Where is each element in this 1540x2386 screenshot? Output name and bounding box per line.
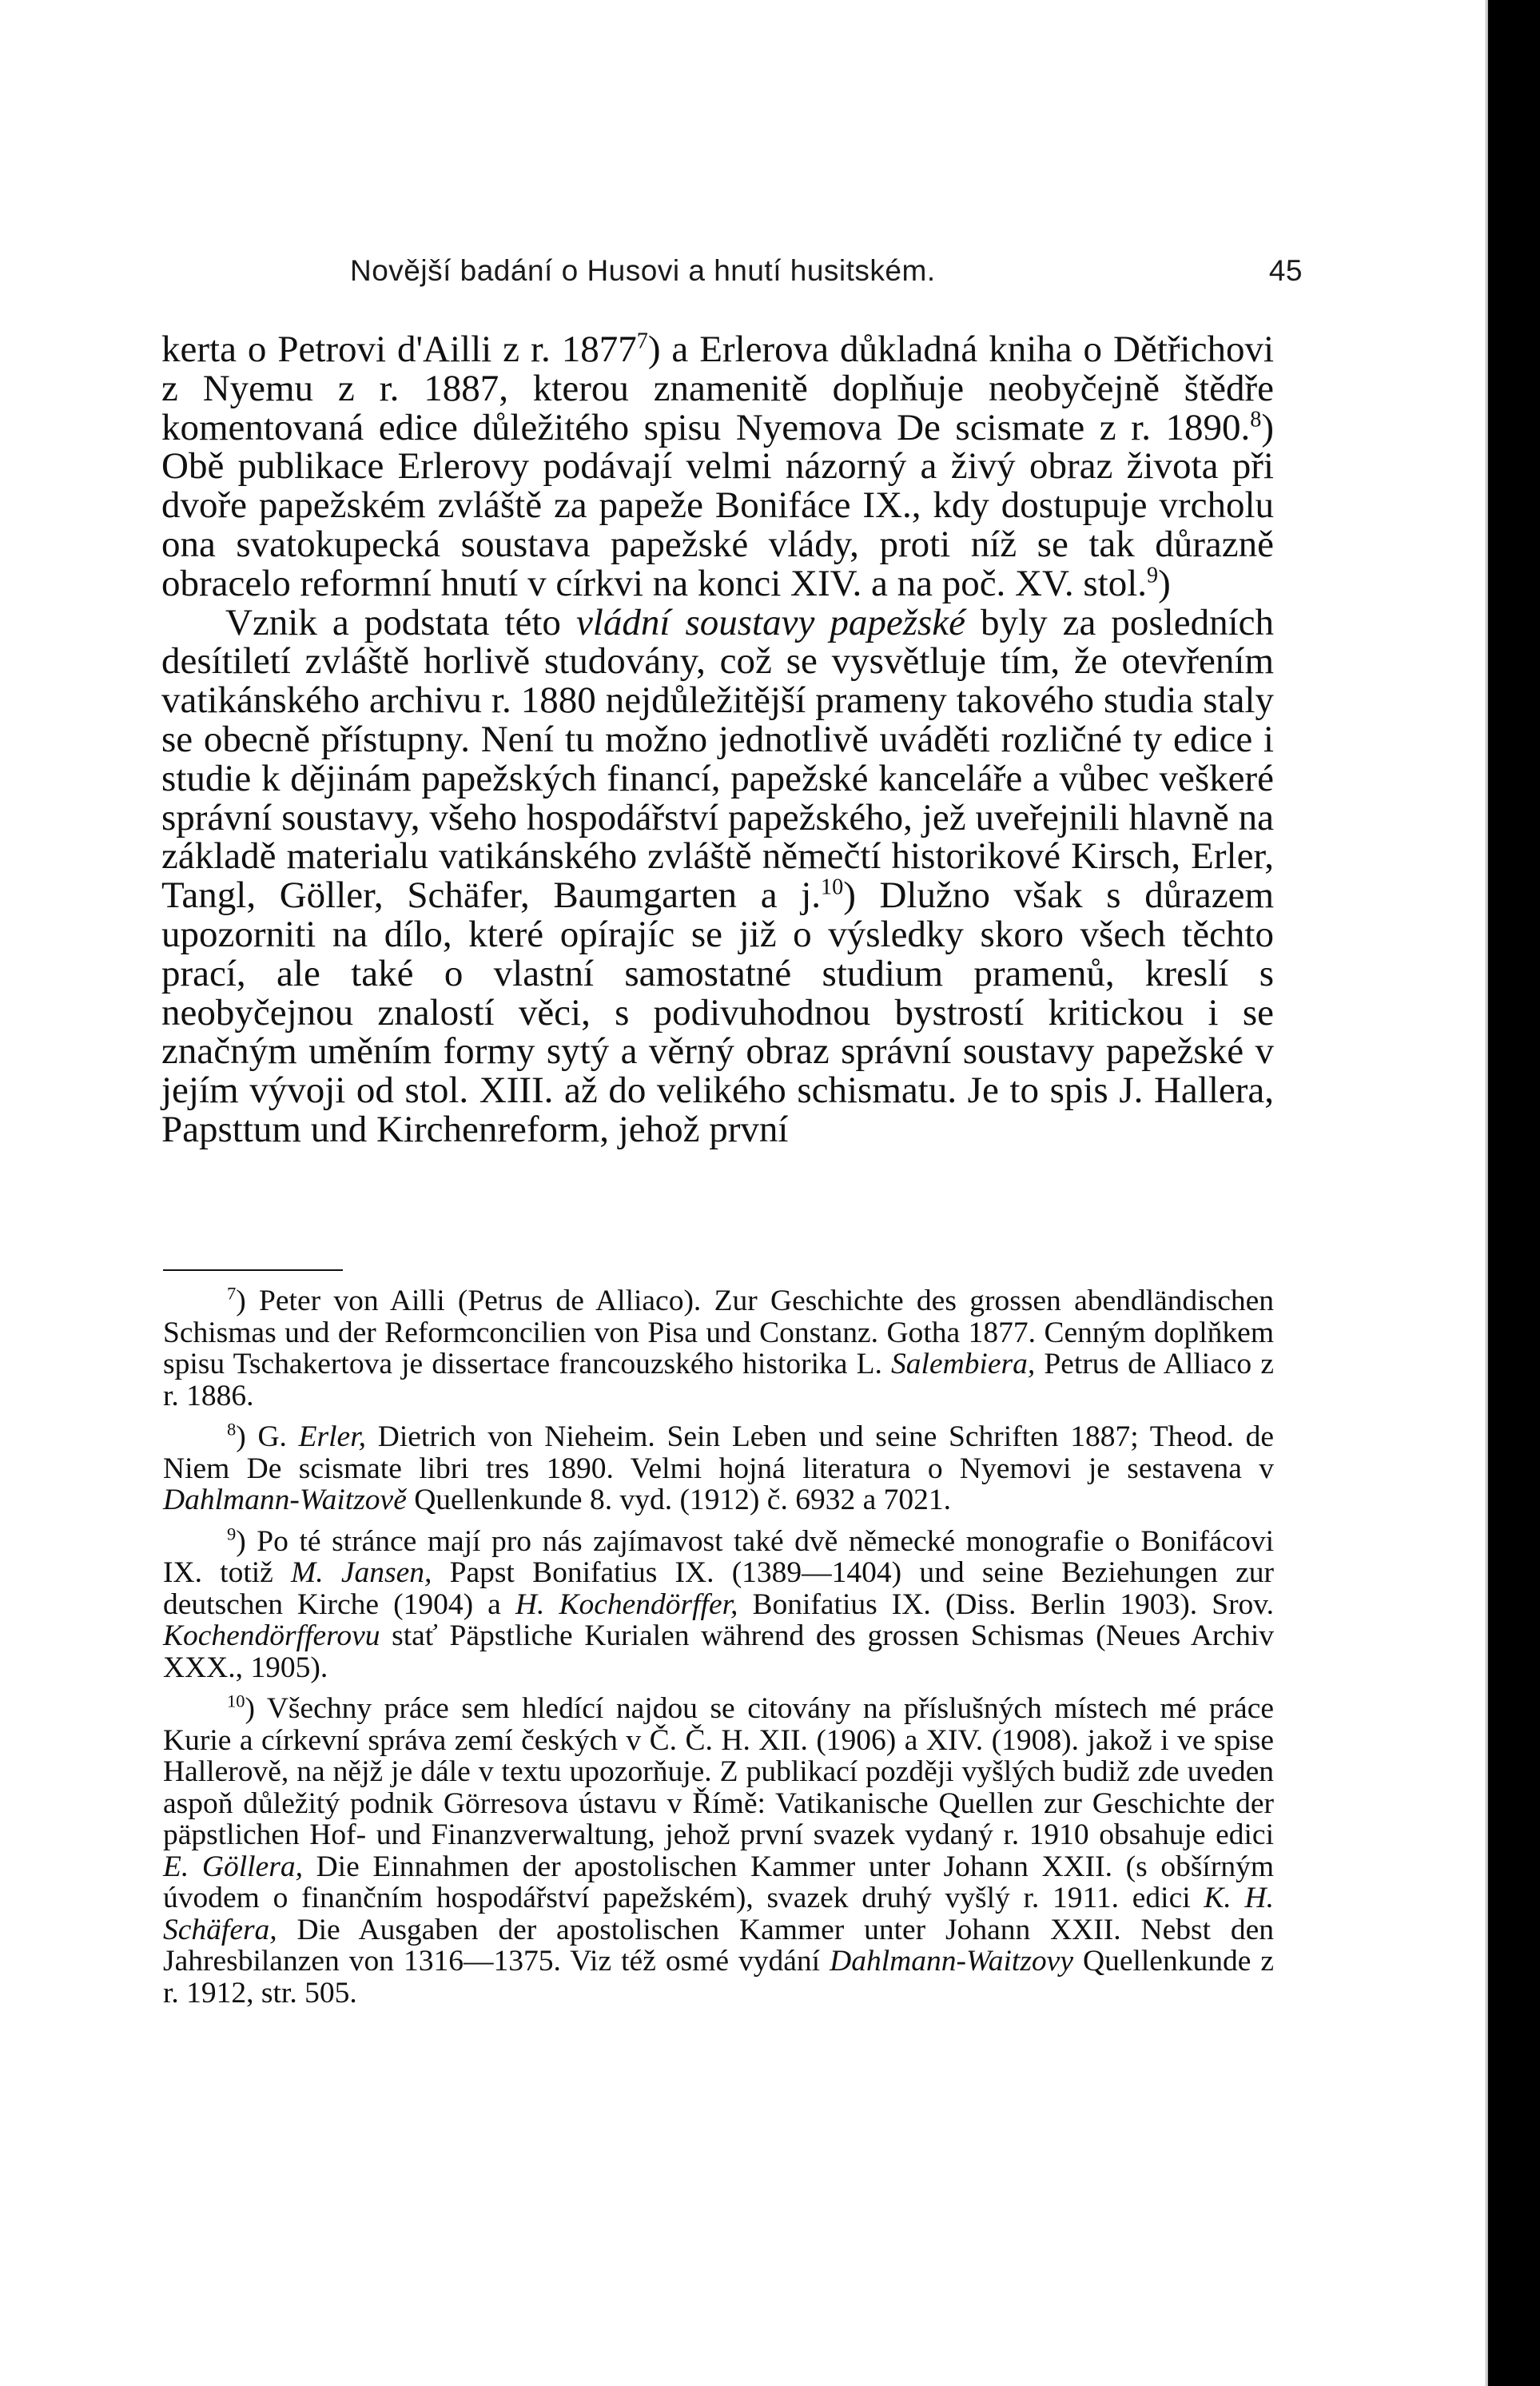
footnote-mark: 8	[227, 1419, 237, 1440]
footnote-ref-8: 8	[1250, 406, 1262, 432]
footnote-ref-10: 10	[821, 874, 844, 900]
footnote-7	[163, 1285, 1274, 1412]
text-run: )	[1158, 562, 1171, 604]
italic-run: vládní soustavy papežské	[575, 601, 965, 643]
italic-run: H. Kochendörffer,	[515, 1587, 738, 1621]
footnote-8	[163, 1421, 1274, 1516]
text-run: Die Ausgaben der apostolischen Kammer unter Johann XXII. Nebst den Jahresbilanzen von 1316—1375. Viz též osmé vydání	[163, 1913, 1274, 1978]
footnote-ref-9: 9	[1147, 563, 1159, 588]
italic-run: K. H. Schäfera,	[163, 1882, 1275, 1946]
footnote-mark: 7	[227, 1283, 237, 1304]
text-run: ) Peter von Ailli (Petrus de Alliaco). Zur Geschichte des grossen abendländischen Schismas und der Reformconcilien von Pisa und Constanz. Gotha 1877. Cenným doplňkem spisu Tschakertova je dissertace francouzského historika L.	[163, 1285, 1274, 1380]
text-run: Quellenkunde 8. vyd. (1912) č. 6932 a 7021.	[406, 1484, 951, 1516]
italic-run: M. Jansen,	[291, 1556, 432, 1589]
text-run: ) Po té stránce mají pro nás zajímavost také dvě německé monografie o Bonifácovi IX. totiž	[163, 1524, 1274, 1589]
text-run: kerta o Petrovi d'Ailli z r. 1877	[161, 329, 637, 370]
text-run: ) Obě publikace Erlerovy podávají velmi názorný a živý obraz života při dvoře papežském zvláště za papeže Bonifáce IX., kdy dostupuje vrcholu ona svatokupecká soustava papežské vlády, proti níž se tak důrazně obracelo reformní hnutí v církvi na konci XIV. a na poč. XV. stol.	[161, 406, 1274, 604]
main-text	[161, 330, 1274, 1149]
page-number: 45	[1268, 254, 1303, 287]
text-run: Vznik a podstata této	[225, 601, 576, 643]
footnote-separator	[163, 1269, 343, 1271]
text-run: Bonifatius IX. (Diss. Berlin 1903). Srov.	[738, 1587, 1274, 1621]
running-title: Novější badání o Husovi a hnutí husitském.	[350, 254, 936, 287]
footnote-10	[163, 1693, 1274, 2009]
text-run: stať Päpstliche Kurialen während des grossen Schismas (Neues Archiv XXX., 1905).	[163, 1619, 1274, 1684]
italic-run: Kochendörfferovu	[163, 1619, 380, 1652]
italic-run: Dahlmann-Waitzově	[163, 1484, 407, 1516]
text-run: Papst Bonifatius IX. (1389—1404) und seine Beziehungen zur deutschen Kirche (1904) a	[163, 1556, 1274, 1621]
italic-run: Erler,	[298, 1420, 367, 1453]
paragraph-1	[161, 330, 1274, 603]
footnote-mark: 9	[227, 1524, 237, 1544]
footnotes	[163, 1285, 1274, 2009]
text-run: Dietrich von Nieheim. Sein Leben und seine Schriften 1887; Theod. de Niem De scismate libri tres 1890. Velmi hojná literatura o Nyemovi je sestavena v	[163, 1420, 1274, 1485]
text-run: Die Einnahmen der apostolischen Kammer unter Johann XXII. (s obšírným úvodem o finančním hospodářství papežském), svazek druhý vyšlý r. 1911. edici	[163, 1850, 1274, 1914]
footnote-ref-7: 7	[636, 329, 648, 354]
italic-run: Salembiera,	[891, 1348, 1036, 1380]
page-edge	[1485, 0, 1488, 2386]
text-run: ) Dlužno však s důrazem upozorniti na dílo, které opírajíc se již o výsledky skoro všech těchto prací, ale také o vlastní samostatné studium pramenů, kreslí s neobyčejnou znalostí věci, s podivuhodnou bystrostí kritickou i se značným uměním formy sytý a věrný obraz správní soustavy papežské v jejím vývoji od stol. XIII. až do velikého schismatu. Je to spis J. Hallera, Papsttum und Kirchenreform, jehož první	[161, 874, 1274, 1150]
text-run: ) G.	[236, 1420, 299, 1453]
text-run: byly za posledních desítiletí zvláště horlivě studovány, což se vysvětluje tím, že otevřením vatikánského archivu r. 1880 nejdůležitější prameny takového studia staly se obecně přístupny. Není tu možno jednotlivě uváděti rozličné ty edice i studie k dějinám papežských financí, papežské kanceláře a vůbec veškeré správní soustavy, všeho hospodářství papežského, jež uveřejnili hlavně na základě materialu vatikánského zvláště němečtí historikové Kirsch, Erler, Tangl, Göller, Schäfer, Baumgarten a j.	[161, 601, 1274, 917]
footnote-mark: 10	[227, 1691, 245, 1711]
paragraph-2	[161, 603, 1274, 1149]
text-run: Quellenkunde z r. 1912, str. 505.	[163, 1945, 1274, 2010]
footnote-9	[163, 1526, 1274, 1684]
text-run: Petrus de Alliaco z r. 1886.	[163, 1348, 1274, 1412]
italic-run: Dahlmann-Waitzovy	[830, 1945, 1073, 1978]
text-run: ) Všechny práce sem hledící najdou se citovány na příslušných místech mé práce Kurie a církevní správa zemí českých v Č. Č. H. XII. (1906) a XIV. (1908). jakož i ve spise Hallerově, na nějž je dále v textu upozorňuje. Z publikací později vyšlých budiž zde uveden aspoň důležitý podnik Görresova ústavu v Římě: Vatikanische Quellen zur Geschichte der päpstlichen Hof- und Finanzverwaltung, jehož první svazek vydaný r. 1910 obsahuje edici	[163, 1692, 1274, 1851]
text-run: ) a Erlerova důkladná kniha o Dětřichovi z Nyemu z r. 1887, kterou znamenitě doplňuje neobyčejně štědře komentovaná edice důležitého spisu Nyemova De scismate z r. 1890.	[161, 329, 1274, 448]
italic-run: E. Göllera,	[163, 1850, 303, 1883]
